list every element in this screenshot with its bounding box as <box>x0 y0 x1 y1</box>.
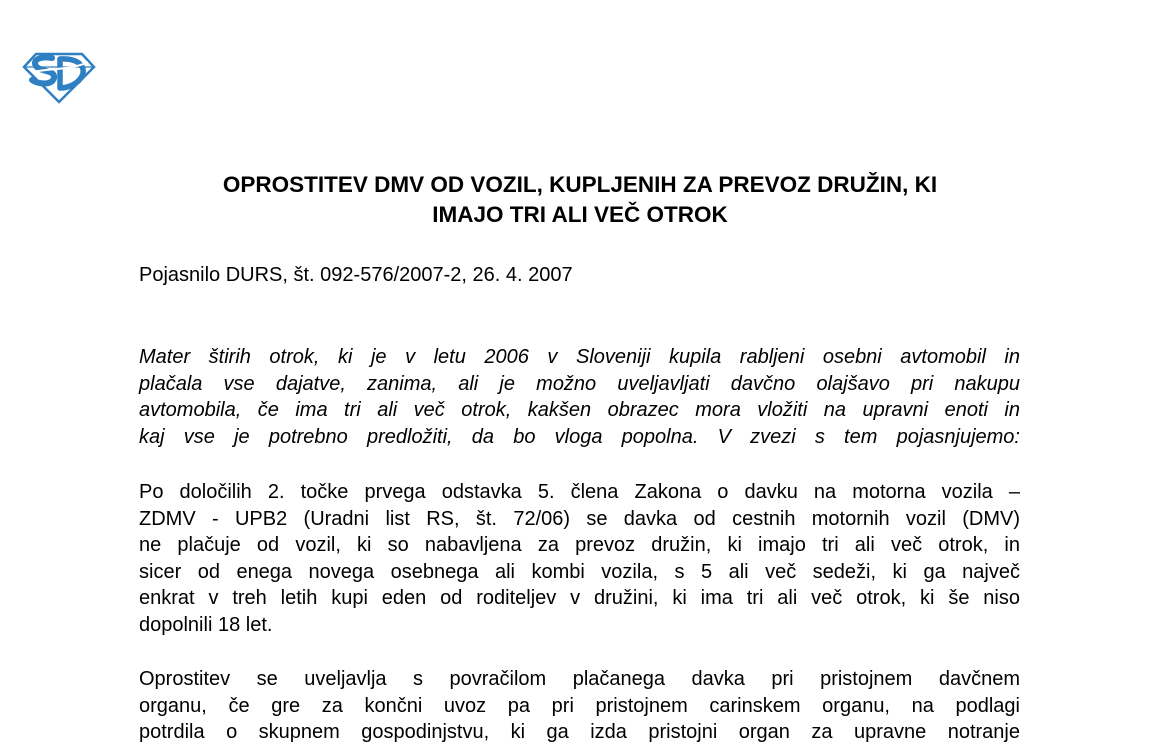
paragraph-line: dopolnili 18 let. <box>139 613 273 636</box>
body-paragraph-1 <box>139 479 1020 639</box>
document-title <box>120 170 1040 230</box>
title-line-2: IMAJO TRI ALI VEČ OTROK <box>432 202 728 227</box>
question-line: avtomobila, če ima tri ali več otrok, kakšen obrazec mora vložiti na upravni enoti in <box>139 399 1020 422</box>
title-line-1: OPROSTITEV DMV OD VOZIL, KUPLJENIH ZA PREVOZ DRUŽIN, KI <box>222 172 938 197</box>
paragraph-line: Oprostitev se uveljavlja s povračilom plačanega davka pri pristojnem davčnem <box>139 668 1020 690</box>
paragraph-line: potrdila o skupnem gospodinjstvu, ki ga izda pristojni organ za upravne notranje <box>139 721 1020 744</box>
question-line: kaj vse je potrebno predložiti, da bo vloga popolna. V zvezi s tem pojasnjujemo: <box>139 425 1020 448</box>
paragraph-line: ZDMV - UPB2 (Uradni list RS, št. 72/06) se davka od cestnih motornih vozil (DMV) <box>139 507 1020 530</box>
question-paragraph <box>139 344 1020 450</box>
question-line: plačala vse dajatve, zanima, ali je možno uveljavljati davčno olajšavo pri nakupu <box>139 372 1020 395</box>
sd-logo <box>22 50 96 104</box>
shield-logo-icon <box>22 50 96 104</box>
paragraph-line: organu, če gre za končni uvoz pa pri pristojnem carinskem organu, na podlagi <box>139 694 1020 717</box>
reference-line: Pojasnilo DURS, št. 092-576/2007-2, 26. 4. 2007 <box>139 264 573 286</box>
paragraph-line: sicer od enega novega osebnega ali kombi vozila, s 5 ali več sedeži, ki ga največ <box>139 560 1020 583</box>
paragraph-line: enkrat v treh letih kupi eden od roditeljev v družini, ki ima tri ali več otrok, ki še niso <box>139 587 1020 610</box>
body-paragraph-2 <box>139 666 1020 746</box>
question-line: Mater štirih otrok, ki je v letu 2006 v Sloveniji kupila rabljeni osebni avtomobil in <box>139 346 1020 368</box>
paragraph-line: Po določilih 2. točke prvega odstavka 5. člena Zakona o davku na motorna vozila – <box>139 481 1020 503</box>
paragraph-line: ne plačuje od vozil, ki so nabavljena za prevoz družin, ki imajo tri ali več otrok, in <box>139 534 1020 557</box>
